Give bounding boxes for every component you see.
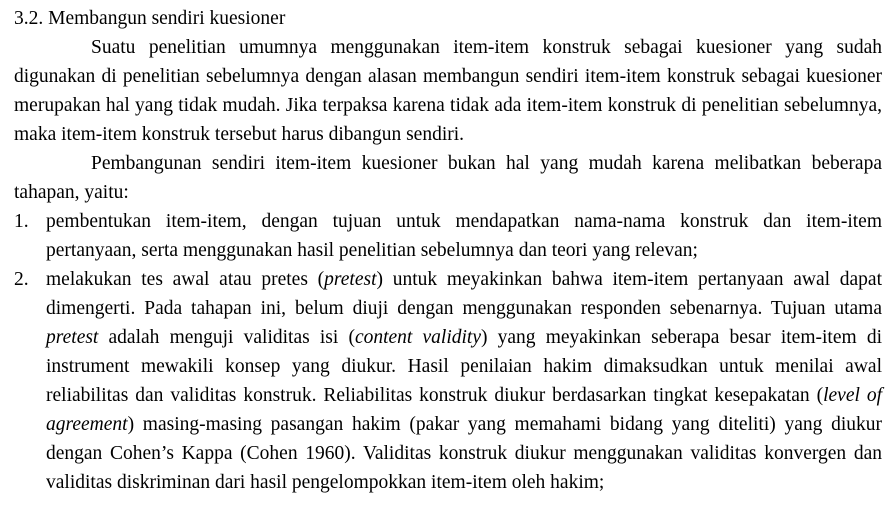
italic-term: content validity <box>354 327 481 348</box>
list-number: 1. <box>14 211 29 232</box>
section-heading: 3.2. Membangun sendiri kuesioner <box>14 8 286 29</box>
list-item-text: pembentukan item-item, dengan tujuan untuk mendapatkan nama-nama konstruk dan item-item pertanyaan, serta menggunakan hasil penelitian sebelumnya dan teori yang relevan; <box>46 211 882 261</box>
list-item <box>14 207 882 265</box>
paragraph-intro: Suatu penelitian umumnya menggunakan item-item konstruk sebagai kuesioner yang sudah digunakan di penelitian sebelumnya dengan alasan membangun sendiri item-item konstruk sebagai kuesioner merupakan hal yang tidak mudah. Jika terpaksa karena tidak ada item-item konstruk di penelitian sebelumnya, maka item-item konstruk tersebut harus dibangun sendiri. <box>14 37 882 145</box>
text-run: adalah menguji validitas isi ( <box>98 327 355 348</box>
text-run: ) yang meyakinkan seberapa besar item-item di instrument mewakili konsep yang diukur. Hasil penilaian hakim dimaksudkan untuk menilai awal reliabilitas dan validitas konstruk. Reliabilitas konstruk diukur berdasarkan tingkat kesepakatan ( <box>46 327 882 406</box>
paragraph-stages: Pembangunan sendiri item-item kuesioner bukan hal yang mudah karena melibatkan beberapa tahapan, yaitu: <box>14 153 882 203</box>
text-run: ) untuk meyakinkan bahwa item-item pertanyaan awal dapat dimengerti. Pada tahapan ini, belum diuji dengan menggunakan responden sebenarnya. Tujuan utama <box>46 269 882 319</box>
list-item-text <box>46 269 882 493</box>
list-number: 2. <box>14 269 29 290</box>
italic-term: pretest <box>46 327 99 348</box>
stages-list <box>14 207 882 497</box>
list-item <box>14 265 882 497</box>
italic-term: pretest <box>324 269 377 290</box>
text-run: ) masing-masing pasangan hakim (pakar yang memahami bidang yang diteliti) yang diukur dengan Cohen’s Kappa (Cohen 1960). Validitas konstruk diukur menggunakan validitas konvergen dan validitas diskriminan dari hasil pengelompokkan item-item oleh hakim; <box>46 414 882 493</box>
italic-term: level of agreement <box>46 385 882 435</box>
text-run: melakukan tes awal atau pretes ( <box>46 269 325 290</box>
